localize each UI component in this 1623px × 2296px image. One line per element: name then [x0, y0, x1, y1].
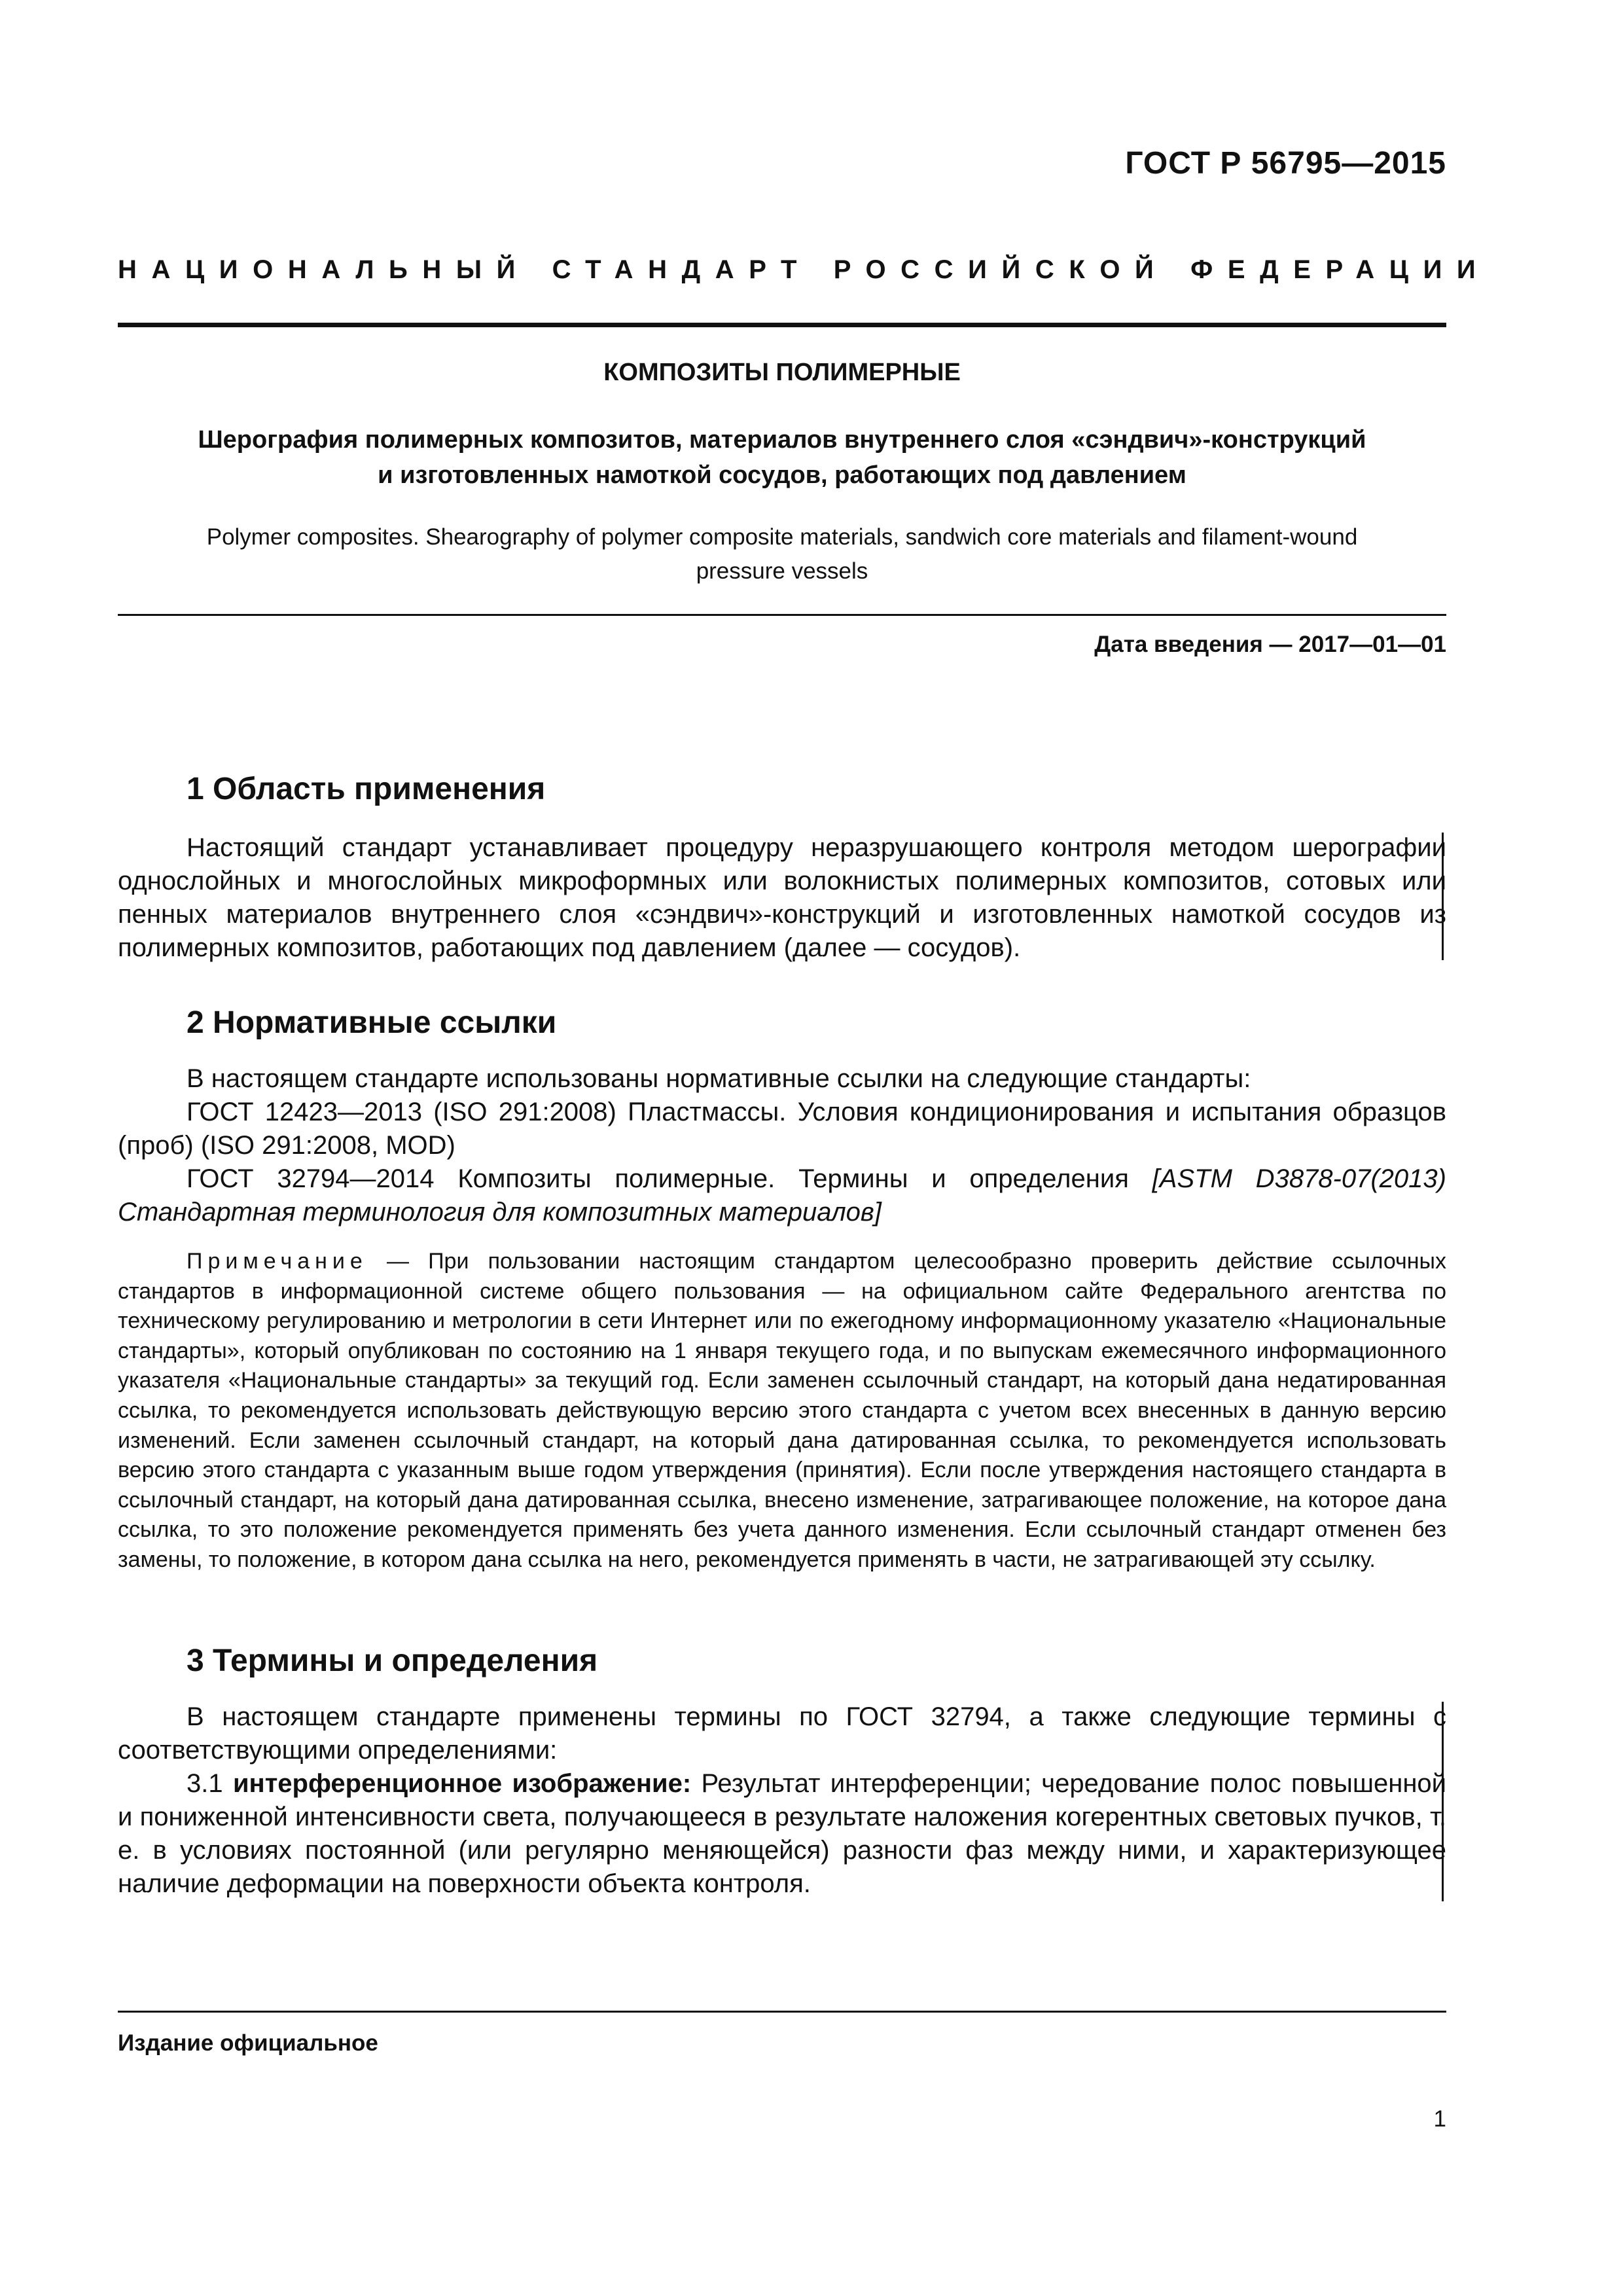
page-number: 1 — [1433, 2106, 1446, 2132]
term-3-1 — [118, 1767, 1446, 1901]
title-rule — [118, 614, 1446, 616]
english-title-line-2: pressure vessels — [696, 558, 868, 584]
document-title: КОМПОЗИТЫ ПОЛИМЕРНЫЕ — [603, 359, 961, 386]
edition-label: Издание официальное — [118, 2030, 378, 2056]
standard-type-heading: НАЦИОНАЛЬНЫЙ СТАНДАРТ РОССИЙСКОЙ ФЕДЕРАЦИИ — [118, 255, 1491, 284]
term-definition: Результат интерференции; чередование полос повышенной и пониженной интенсивности света, получающееся в результате наложения когерентных световых пучков, т. е. в условиях постоянной (или регулярно меняющейся) разности фаз между ними, и характеризующее наличие деформации на поверхности объекта контроля. — [118, 1769, 1447, 1898]
section-2-heading: 2 Нормативные ссылки — [187, 1005, 557, 1040]
term-number: 3.1 — [187, 1769, 233, 1798]
section-3-body — [118, 1700, 1446, 1901]
footer-rule — [118, 2011, 1446, 2013]
subtitle-line-1: Шерография полимерных композитов, материалов внутреннего слоя «сэндвич»-конструкций — [198, 426, 1366, 454]
section-1-heading: 1 Область применения — [187, 772, 546, 806]
reference-1: ГОСТ 12423—2013 (ISO 291:2008) Пластмассы. Условия кондиционирования и испытания образцов (проб) (ISO 291:2008, MOD) — [118, 1098, 1446, 1160]
term-name: интерференционное изображение: — [232, 1769, 692, 1798]
header-rule — [118, 323, 1446, 327]
section-2-note — [118, 1247, 1446, 1575]
section-2-body — [118, 1062, 1446, 1229]
reference-2-text: ГОСТ 32794—2014 Композиты полимерные. Термины и определения — [187, 1164, 1152, 1193]
note-text: — При пользовании настоящим стандартом целесообразно проверить действие ссылочных стандартов в информационной системе общего пользования — на официальном сайте Федерального агентства по техническому регулированию и метрологии в сети Интернет или по ежегодному информационному указателю «Национальные стандарты», который опубликован по состоянию на 1 января текущего года, и по выпускам ежемесячного информационного указателя «Национальные стандарты» за текущий год. Если заменен ссылочный стандарт, на который дана недатированная ссылка, то рекомендуется использовать действующую версию этого стандарта с учетом всех внесенных в данную версию изменений. Если заменен ссылочный стандарт, на который дана датированная ссылка, то рекомендуется использовать версию этого стандарта с указанным выше годом утверждения (принятия). Если после утверждения настоящего стандарта в ссылочный стандарт, на который дана датированная ссылка, внесено изменение, затрагивающее положение, на которое дана ссылка, то это положение рекомендуется применять без учета данного изменения. Если ссылочный стандарт отменен без замены, то положение, в котором дана ссылка на него, рекомендуется применять в части, не затрагивающей эту ссылку. — [118, 1249, 1446, 1572]
document-number: ГОСТ Р 56795—2015 — [1125, 146, 1446, 181]
section-1-paragraph: Настоящий стандарт устанавливает процедуру неразрушающего контроля методом шерографии однослойных и многослойных микроформных или волокнистых полимерных композитов, сотовых или пенных материалов внутреннего слоя «сэндвич»-конструкций и изготовленных намоткой сосудов из полимерных композитов, работающих под давлением (далее — сосудов). — [118, 833, 1446, 962]
section-2-intro: В настоящем стандарте использованы нормативные ссылки на следующие стандарты: — [187, 1064, 1251, 1093]
reference-2 — [118, 1162, 1446, 1229]
note-label: Примечание — [187, 1249, 368, 1274]
english-title — [118, 520, 1446, 588]
section-3-intro: В настоящем стандарте применены термины по ГОСТ 32794, а также следующие термины с соответствующими определениями: — [118, 1702, 1446, 1765]
english-title-line-1: Polymer composites. Shearography of polymer composite materials, sandwich core materials and filament-wound — [206, 524, 1358, 550]
section-3-heading: 3 Термины и определения — [187, 1643, 598, 1678]
reference-2-astm: [ASTM D3878-07(2013) Стандартная терминология для композитных материалов] — [118, 1164, 1446, 1227]
subtitle-line-2: и изготовленных намоткой сосудов, работающих под давлением — [378, 461, 1186, 489]
document-subtitle — [118, 422, 1446, 493]
introduction-date: Дата введения — 2017—01—01 — [1094, 632, 1446, 657]
section-1-body — [118, 831, 1446, 965]
